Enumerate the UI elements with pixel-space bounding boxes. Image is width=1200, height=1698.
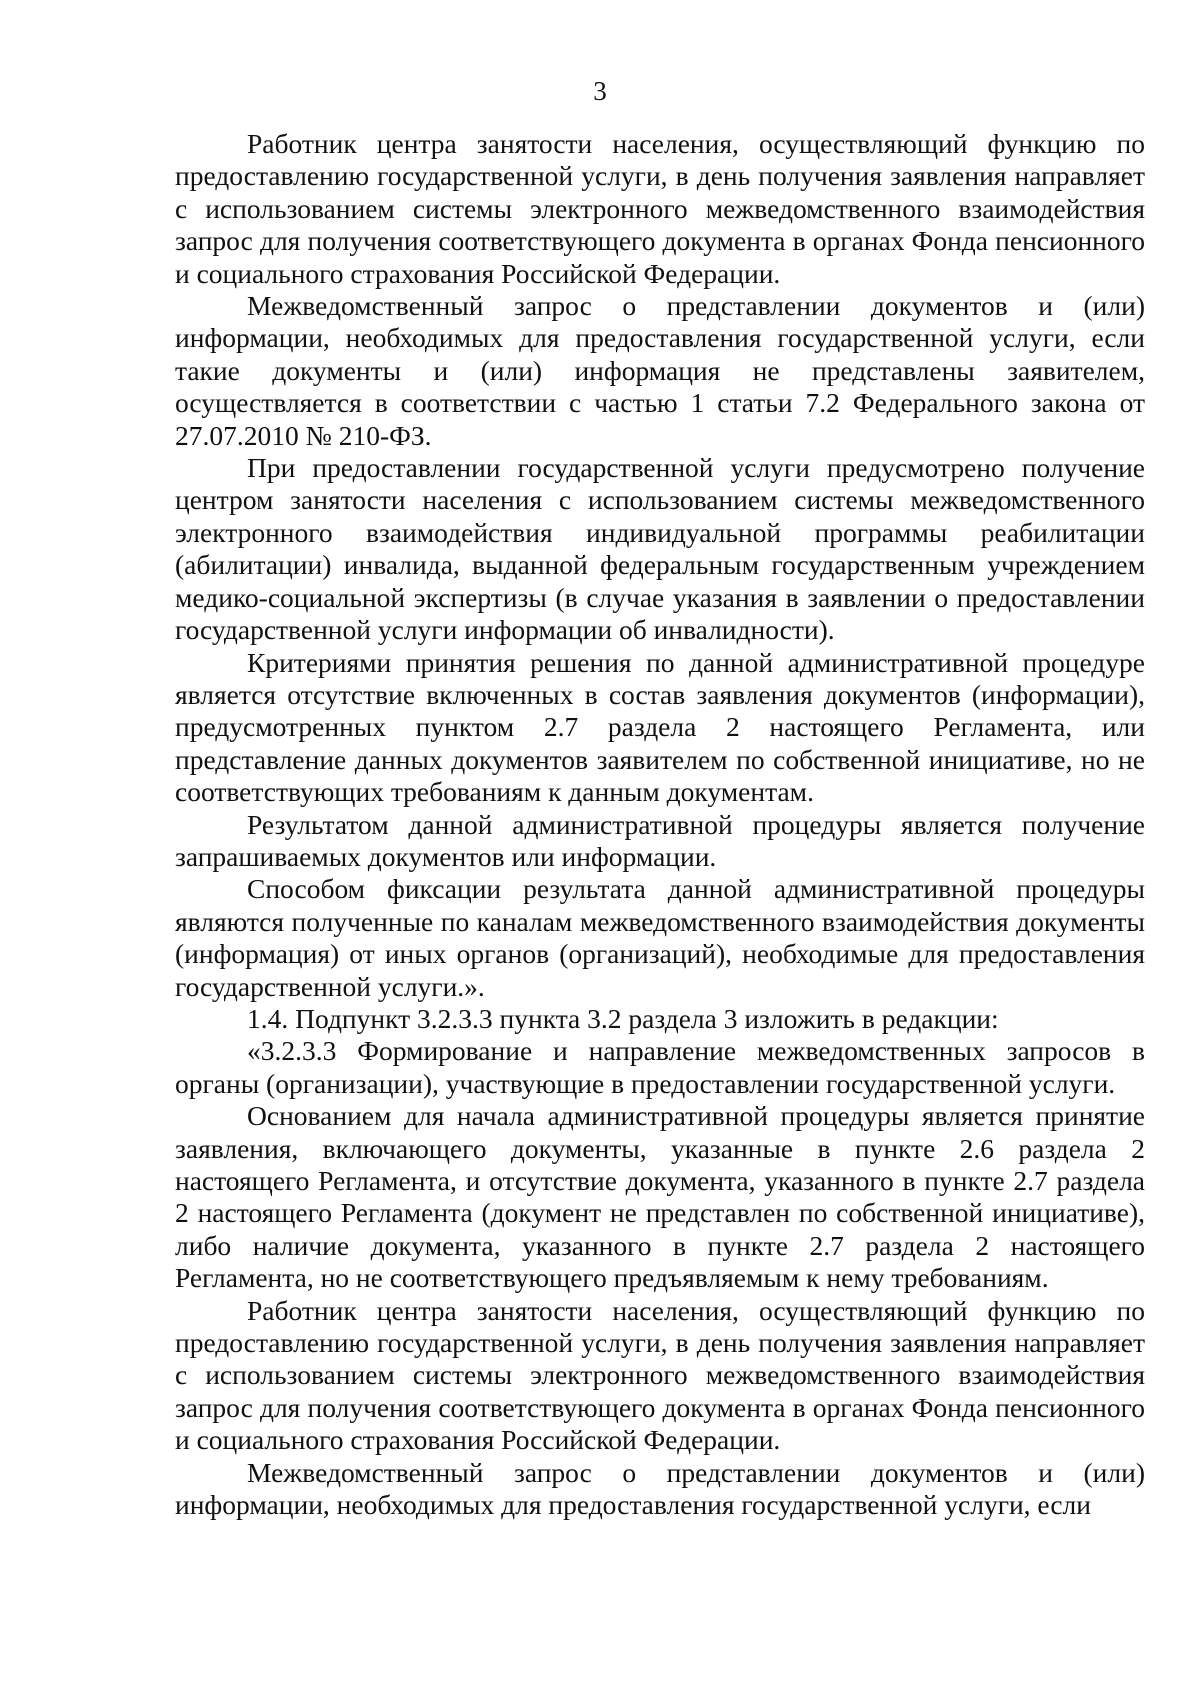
- page-number: 3: [593, 76, 607, 106]
- paragraph: Критериями принятия решения по данной административной процедуре является отсутствие включенных в состав заявления документов (информации), предусмотренных пунктом 2.7 раздела 2 настоящего Регламента, или представление данных документов заявителем по собственной инициативе, но не соответствующих требованиям к данным документам.: [175, 646, 1145, 808]
- paragraph: Работник центра занятости населения, осуществляющий функцию по предоставлению государственной услуги, в день получения заявления направляет с использованием системы электронного межведомственного взаимодействия запрос для получения соответствующего документа в органах Фонда пенсионного и социального страхования Российской Федерации.: [175, 1294, 1145, 1456]
- paragraph: Основанием для начала административной процедуры является принятие заявления, включающего документы, указанные в пункте 2.6 раздела 2 настоящего Регламента, и отсутствие документа, указанного в пункте 2.7 раздела 2 настоящего Регламента (документ не представлен по собственной инициативе), либо наличие документа, указанного в пункте 2.7 раздела 2 настоящего Регламента, но не соответствующего предъявляемым к нему требованиям.: [175, 1100, 1145, 1294]
- paragraph: Результатом данной административной процедуры является получение запрашиваемых документов или информации.: [175, 808, 1145, 872]
- paragraph: Способом фиксации результата данной административной процедуры являются полученные по каналам межведомственного взаимодействия документы (информация) от иных органов (организаций), необходимые для предоставления государственной услуги.».: [175, 873, 1145, 1002]
- paragraph: Работник центра занятости населения, осуществляющий функцию по предоставлению государственной услуги, в день получения заявления направляет с использованием системы электронного межведомственного взаимодействия запрос для получения соответствующего документа в органах Фонда пенсионного и социального страхования Российской Федерации.: [175, 128, 1145, 289]
- paragraph: Межведомственный запрос о представлении документов и (или) информации, необходимых для предоставления государственной услуги, если такие документы и (или) информация не представлены заявителем, осуществляется в соответствии с частью 1 статьи 7.2 Федерального закона от 27.07.2010 № 210-ФЗ.: [175, 290, 1145, 451]
- paragraph: При предоставлении государственной услуги предусмотрено получение центром занятости населения с использованием системы межведомственного электронного взаимодействия индивидуальной программы реабилитации (абилитации) инвалида, выданной федеральным государственным учреждением медико-социальной экспертизы (в случае указания в заявлении о предоставлении государственной услуги информации об инвалидности).: [175, 452, 1145, 646]
- paragraph: 1.4. Подпункт 3.2.3.3 пункта 3.2 раздела 3 изложить в редакции:: [247, 1002, 999, 1034]
- paragraph: Межведомственный запрос о представлении документов и (или) информации, необходимых для предоставления государственной услуги, если: [175, 1456, 1145, 1521]
- document-body: [175, 128, 1145, 1521]
- paragraph: «3.2.3.3 Формирование и направление межведомственных запросов в органы (организации), участвующие в предоставлении государственной услуги.: [175, 1035, 1145, 1099]
